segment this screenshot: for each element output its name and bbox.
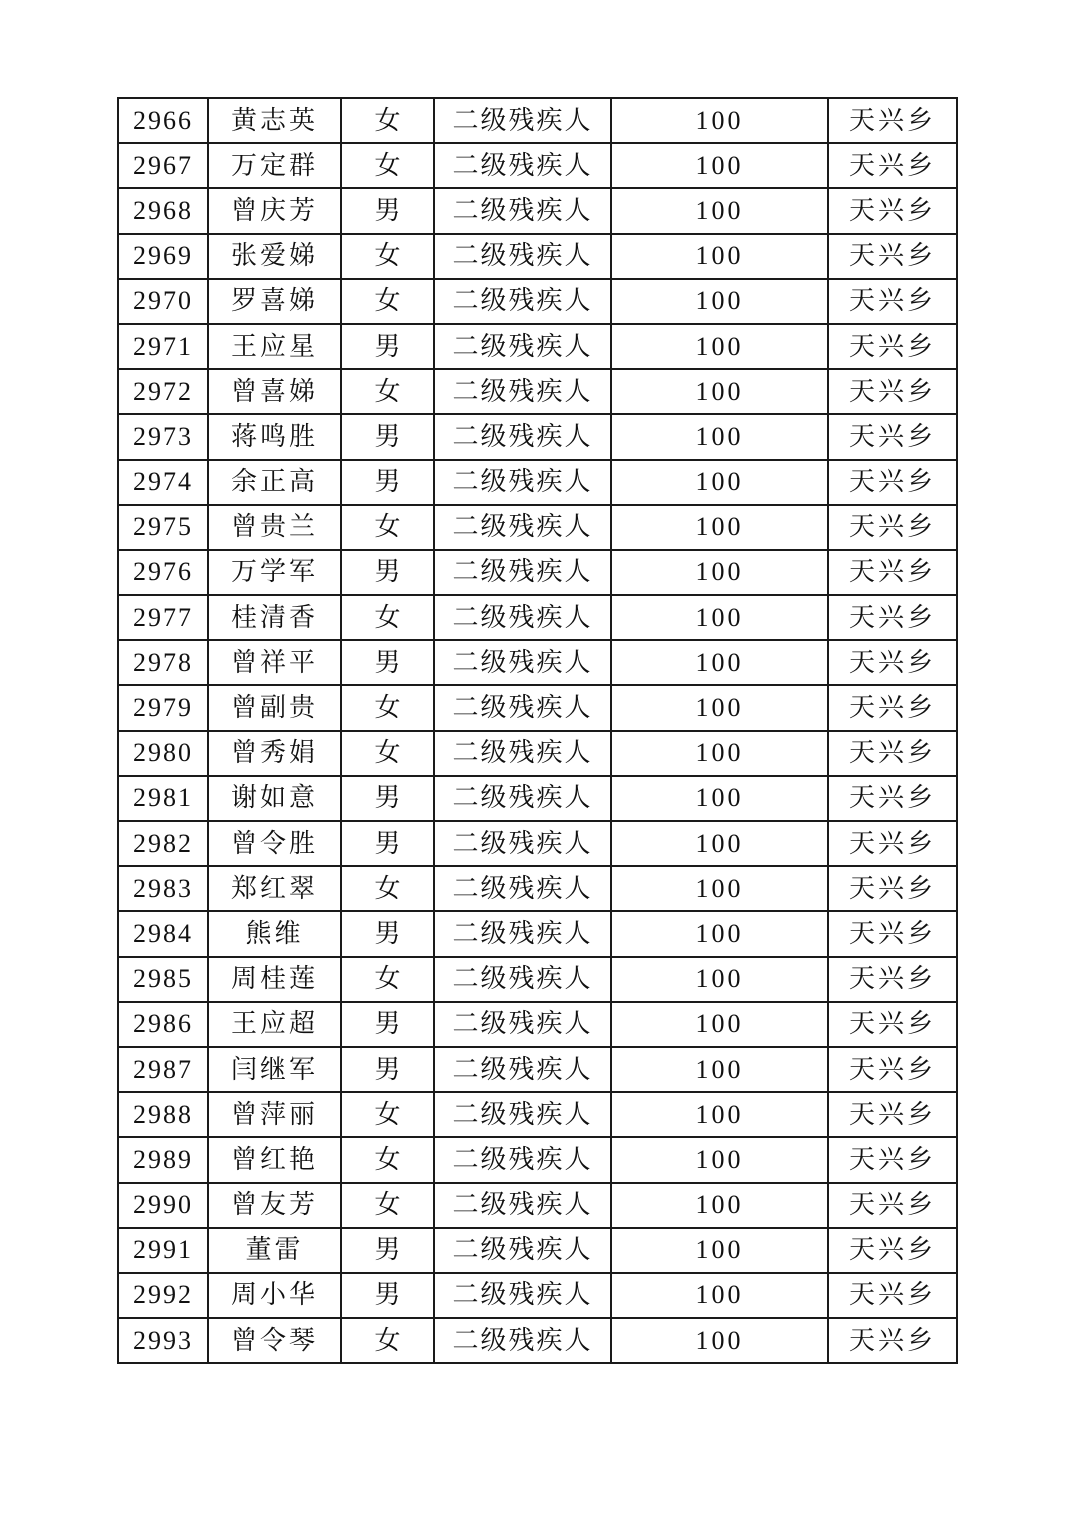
disability-level-cell: 二级残疾人 xyxy=(434,866,611,911)
record-number-cell: 2977 xyxy=(118,595,208,640)
subsidy-amount-cell: 100 xyxy=(611,595,828,640)
person-name-cell: 董雷 xyxy=(208,1228,341,1273)
gender-cell: 女 xyxy=(341,866,434,911)
township-cell: 天兴乡 xyxy=(828,821,957,866)
gender-cell: 女 xyxy=(341,731,434,776)
gender-cell: 男 xyxy=(341,324,434,369)
township-cell: 天兴乡 xyxy=(828,1002,957,1047)
subsidy-amount-cell: 100 xyxy=(611,234,828,279)
table-row xyxy=(118,234,957,279)
gender-cell: 女 xyxy=(341,234,434,279)
table-row xyxy=(118,866,957,911)
gender-cell: 女 xyxy=(341,595,434,640)
township-cell: 天兴乡 xyxy=(828,143,957,188)
person-name-cell: 曾喜娣 xyxy=(208,369,341,414)
person-name-cell: 郑红翠 xyxy=(208,866,341,911)
disability-level-cell: 二级残疾人 xyxy=(434,324,611,369)
township-cell: 天兴乡 xyxy=(828,640,957,685)
township-cell: 天兴乡 xyxy=(828,957,957,1002)
table-row xyxy=(118,550,957,595)
record-number-cell: 2978 xyxy=(118,640,208,685)
person-name-cell: 周桂莲 xyxy=(208,957,341,1002)
gender-cell: 男 xyxy=(341,1047,434,1092)
person-name-cell: 曾副贵 xyxy=(208,685,341,730)
gender-cell: 男 xyxy=(341,188,434,233)
township-cell: 天兴乡 xyxy=(828,98,957,143)
gender-cell: 男 xyxy=(341,460,434,505)
township-cell: 天兴乡 xyxy=(828,369,957,414)
disability-level-cell: 二级残疾人 xyxy=(434,1318,611,1363)
gender-cell: 男 xyxy=(341,640,434,685)
township-cell: 天兴乡 xyxy=(828,595,957,640)
subsidy-amount-cell: 100 xyxy=(611,866,828,911)
person-name-cell: 万定群 xyxy=(208,143,341,188)
disability-level-cell: 二级残疾人 xyxy=(434,911,611,956)
person-name-cell: 闫继军 xyxy=(208,1047,341,1092)
disability-level-cell: 二级残疾人 xyxy=(434,460,611,505)
subsidy-amount-cell: 100 xyxy=(611,143,828,188)
subsidy-amount-cell: 100 xyxy=(611,460,828,505)
gender-cell: 男 xyxy=(341,1273,434,1318)
table-row xyxy=(118,1137,957,1182)
person-name-cell: 王应超 xyxy=(208,1002,341,1047)
disability-level-cell: 二级残疾人 xyxy=(434,731,611,776)
township-cell: 天兴乡 xyxy=(828,1047,957,1092)
disability-level-cell: 二级残疾人 xyxy=(434,369,611,414)
disability-level-cell: 二级残疾人 xyxy=(434,414,611,459)
gender-cell: 女 xyxy=(341,685,434,730)
record-number-cell: 2985 xyxy=(118,957,208,1002)
table-row xyxy=(118,460,957,505)
disability-level-cell: 二级残疾人 xyxy=(434,957,611,1002)
gender-cell: 男 xyxy=(341,1228,434,1273)
table-row xyxy=(118,1318,957,1363)
record-number-cell: 2987 xyxy=(118,1047,208,1092)
record-number-cell: 2973 xyxy=(118,414,208,459)
person-name-cell: 曾友芳 xyxy=(208,1183,341,1228)
township-cell: 天兴乡 xyxy=(828,505,957,550)
person-name-cell: 周小华 xyxy=(208,1273,341,1318)
subsidy-amount-cell: 100 xyxy=(611,1002,828,1047)
gender-cell: 男 xyxy=(341,414,434,459)
person-name-cell: 曾令胜 xyxy=(208,821,341,866)
table-row xyxy=(118,324,957,369)
subsidy-amount-cell: 100 xyxy=(611,550,828,595)
township-cell: 天兴乡 xyxy=(828,1228,957,1273)
record-number-cell: 2984 xyxy=(118,911,208,956)
subsidy-amount-cell: 100 xyxy=(611,911,828,956)
person-name-cell: 万学军 xyxy=(208,550,341,595)
table-row xyxy=(118,1092,957,1137)
subsidy-amount-cell: 100 xyxy=(611,414,828,459)
record-number-cell: 2993 xyxy=(118,1318,208,1363)
person-name-cell: 熊维 xyxy=(208,911,341,956)
disability-level-cell: 二级残疾人 xyxy=(434,550,611,595)
subsidy-amount-cell: 100 xyxy=(611,279,828,324)
table-row xyxy=(118,143,957,188)
subsidy-amount-cell: 100 xyxy=(611,821,828,866)
disability-level-cell: 二级残疾人 xyxy=(434,98,611,143)
township-cell: 天兴乡 xyxy=(828,776,957,821)
person-name-cell: 曾秀娟 xyxy=(208,731,341,776)
gender-cell: 女 xyxy=(341,505,434,550)
subsidy-amount-cell: 100 xyxy=(611,1092,828,1137)
subsidy-amount-cell: 100 xyxy=(611,98,828,143)
township-cell: 天兴乡 xyxy=(828,279,957,324)
subsidy-amount-cell: 100 xyxy=(611,1047,828,1092)
person-name-cell: 张爱娣 xyxy=(208,234,341,279)
record-number-cell: 2975 xyxy=(118,505,208,550)
subsidy-amount-cell: 100 xyxy=(611,640,828,685)
disability-level-cell: 二级残疾人 xyxy=(434,279,611,324)
record-number-cell: 2990 xyxy=(118,1183,208,1228)
subsidy-amount-cell: 100 xyxy=(611,776,828,821)
table-row xyxy=(118,911,957,956)
disability-level-cell: 二级残疾人 xyxy=(434,776,611,821)
township-cell: 天兴乡 xyxy=(828,414,957,459)
person-name-cell: 曾红艳 xyxy=(208,1137,341,1182)
table-row xyxy=(118,414,957,459)
table-row xyxy=(118,1273,957,1318)
table-row xyxy=(118,505,957,550)
gender-cell: 女 xyxy=(341,279,434,324)
subsidy-amount-cell: 100 xyxy=(611,1228,828,1273)
gender-cell: 男 xyxy=(341,911,434,956)
subsidy-amount-cell: 100 xyxy=(611,1183,828,1228)
disability-level-cell: 二级残疾人 xyxy=(434,1047,611,1092)
person-name-cell: 蒋鸣胜 xyxy=(208,414,341,459)
roster-table-body xyxy=(118,98,957,1363)
gender-cell: 男 xyxy=(341,821,434,866)
person-name-cell: 桂清香 xyxy=(208,595,341,640)
person-name-cell: 罗喜娣 xyxy=(208,279,341,324)
township-cell: 天兴乡 xyxy=(828,1092,957,1137)
township-cell: 天兴乡 xyxy=(828,1318,957,1363)
disability-level-cell: 二级残疾人 xyxy=(434,234,611,279)
table-row xyxy=(118,776,957,821)
subsidy-amount-cell: 100 xyxy=(611,188,828,233)
township-cell: 天兴乡 xyxy=(828,1183,957,1228)
person-name-cell: 曾贵兰 xyxy=(208,505,341,550)
township-cell: 天兴乡 xyxy=(828,324,957,369)
disability-level-cell: 二级残疾人 xyxy=(434,595,611,640)
record-number-cell: 2976 xyxy=(118,550,208,595)
subsidy-amount-cell: 100 xyxy=(611,369,828,414)
subsidy-amount-cell: 100 xyxy=(611,1318,828,1363)
record-number-cell: 2974 xyxy=(118,460,208,505)
subsidy-amount-cell: 100 xyxy=(611,957,828,1002)
gender-cell: 男 xyxy=(341,1002,434,1047)
gender-cell: 女 xyxy=(341,143,434,188)
gender-cell: 女 xyxy=(341,1137,434,1182)
person-name-cell: 黄志英 xyxy=(208,98,341,143)
township-cell: 天兴乡 xyxy=(828,550,957,595)
record-number-cell: 2989 xyxy=(118,1137,208,1182)
table-row xyxy=(118,369,957,414)
record-number-cell: 2991 xyxy=(118,1228,208,1273)
record-number-cell: 2967 xyxy=(118,143,208,188)
township-cell: 天兴乡 xyxy=(828,234,957,279)
table-row xyxy=(118,957,957,1002)
table-row xyxy=(118,1002,957,1047)
gender-cell: 女 xyxy=(341,1318,434,1363)
disability-level-cell: 二级残疾人 xyxy=(434,1002,611,1047)
record-number-cell: 2972 xyxy=(118,369,208,414)
record-number-cell: 2986 xyxy=(118,1002,208,1047)
table-row xyxy=(118,188,957,233)
disability-level-cell: 二级残疾人 xyxy=(434,1273,611,1318)
person-name-cell: 余正高 xyxy=(208,460,341,505)
table-row xyxy=(118,640,957,685)
person-name-cell: 曾令琴 xyxy=(208,1318,341,1363)
table-row xyxy=(118,821,957,866)
table-row xyxy=(118,1228,957,1273)
disability-level-cell: 二级残疾人 xyxy=(434,188,611,233)
table-row xyxy=(118,595,957,640)
subsidy-amount-cell: 100 xyxy=(611,1137,828,1182)
disability-level-cell: 二级残疾人 xyxy=(434,640,611,685)
gender-cell: 女 xyxy=(341,98,434,143)
record-number-cell: 2980 xyxy=(118,731,208,776)
person-name-cell: 王应星 xyxy=(208,324,341,369)
gender-cell: 女 xyxy=(341,1183,434,1228)
record-number-cell: 2988 xyxy=(118,1092,208,1137)
table-row xyxy=(118,98,957,143)
township-cell: 天兴乡 xyxy=(828,188,957,233)
roster-table xyxy=(117,97,958,1364)
disability-level-cell: 二级残疾人 xyxy=(434,1228,611,1273)
township-cell: 天兴乡 xyxy=(828,1137,957,1182)
disability-level-cell: 二级残疾人 xyxy=(434,1092,611,1137)
township-cell: 天兴乡 xyxy=(828,866,957,911)
table-row xyxy=(118,685,957,730)
record-number-cell: 2968 xyxy=(118,188,208,233)
record-number-cell: 2971 xyxy=(118,324,208,369)
record-number-cell: 2966 xyxy=(118,98,208,143)
disability-level-cell: 二级残疾人 xyxy=(434,143,611,188)
township-cell: 天兴乡 xyxy=(828,731,957,776)
township-cell: 天兴乡 xyxy=(828,1273,957,1318)
subsidy-amount-cell: 100 xyxy=(611,731,828,776)
record-number-cell: 2979 xyxy=(118,685,208,730)
person-name-cell: 曾祥平 xyxy=(208,640,341,685)
gender-cell: 女 xyxy=(341,369,434,414)
record-number-cell: 2982 xyxy=(118,821,208,866)
township-cell: 天兴乡 xyxy=(828,685,957,730)
disability-level-cell: 二级残疾人 xyxy=(434,685,611,730)
disability-level-cell: 二级残疾人 xyxy=(434,505,611,550)
person-name-cell: 谢如意 xyxy=(208,776,341,821)
township-cell: 天兴乡 xyxy=(828,460,957,505)
disability-level-cell: 二级残疾人 xyxy=(434,1183,611,1228)
record-number-cell: 2983 xyxy=(118,866,208,911)
record-number-cell: 2969 xyxy=(118,234,208,279)
subsidy-amount-cell: 100 xyxy=(611,324,828,369)
person-name-cell: 曾庆芳 xyxy=(208,188,341,233)
subsidy-amount-cell: 100 xyxy=(611,505,828,550)
disability-level-cell: 二级残疾人 xyxy=(434,821,611,866)
table-row xyxy=(118,731,957,776)
subsidy-amount-cell: 100 xyxy=(611,685,828,730)
record-number-cell: 2970 xyxy=(118,279,208,324)
table-row xyxy=(118,1183,957,1228)
person-name-cell: 曾萍丽 xyxy=(208,1092,341,1137)
record-number-cell: 2981 xyxy=(118,776,208,821)
disability-level-cell: 二级残疾人 xyxy=(434,1137,611,1182)
gender-cell: 男 xyxy=(341,776,434,821)
gender-cell: 女 xyxy=(341,957,434,1002)
gender-cell: 男 xyxy=(341,550,434,595)
record-number-cell: 2992 xyxy=(118,1273,208,1318)
township-cell: 天兴乡 xyxy=(828,911,957,956)
subsidy-amount-cell: 100 xyxy=(611,1273,828,1318)
gender-cell: 女 xyxy=(341,1092,434,1137)
table-row xyxy=(118,279,957,324)
table-row xyxy=(118,1047,957,1092)
